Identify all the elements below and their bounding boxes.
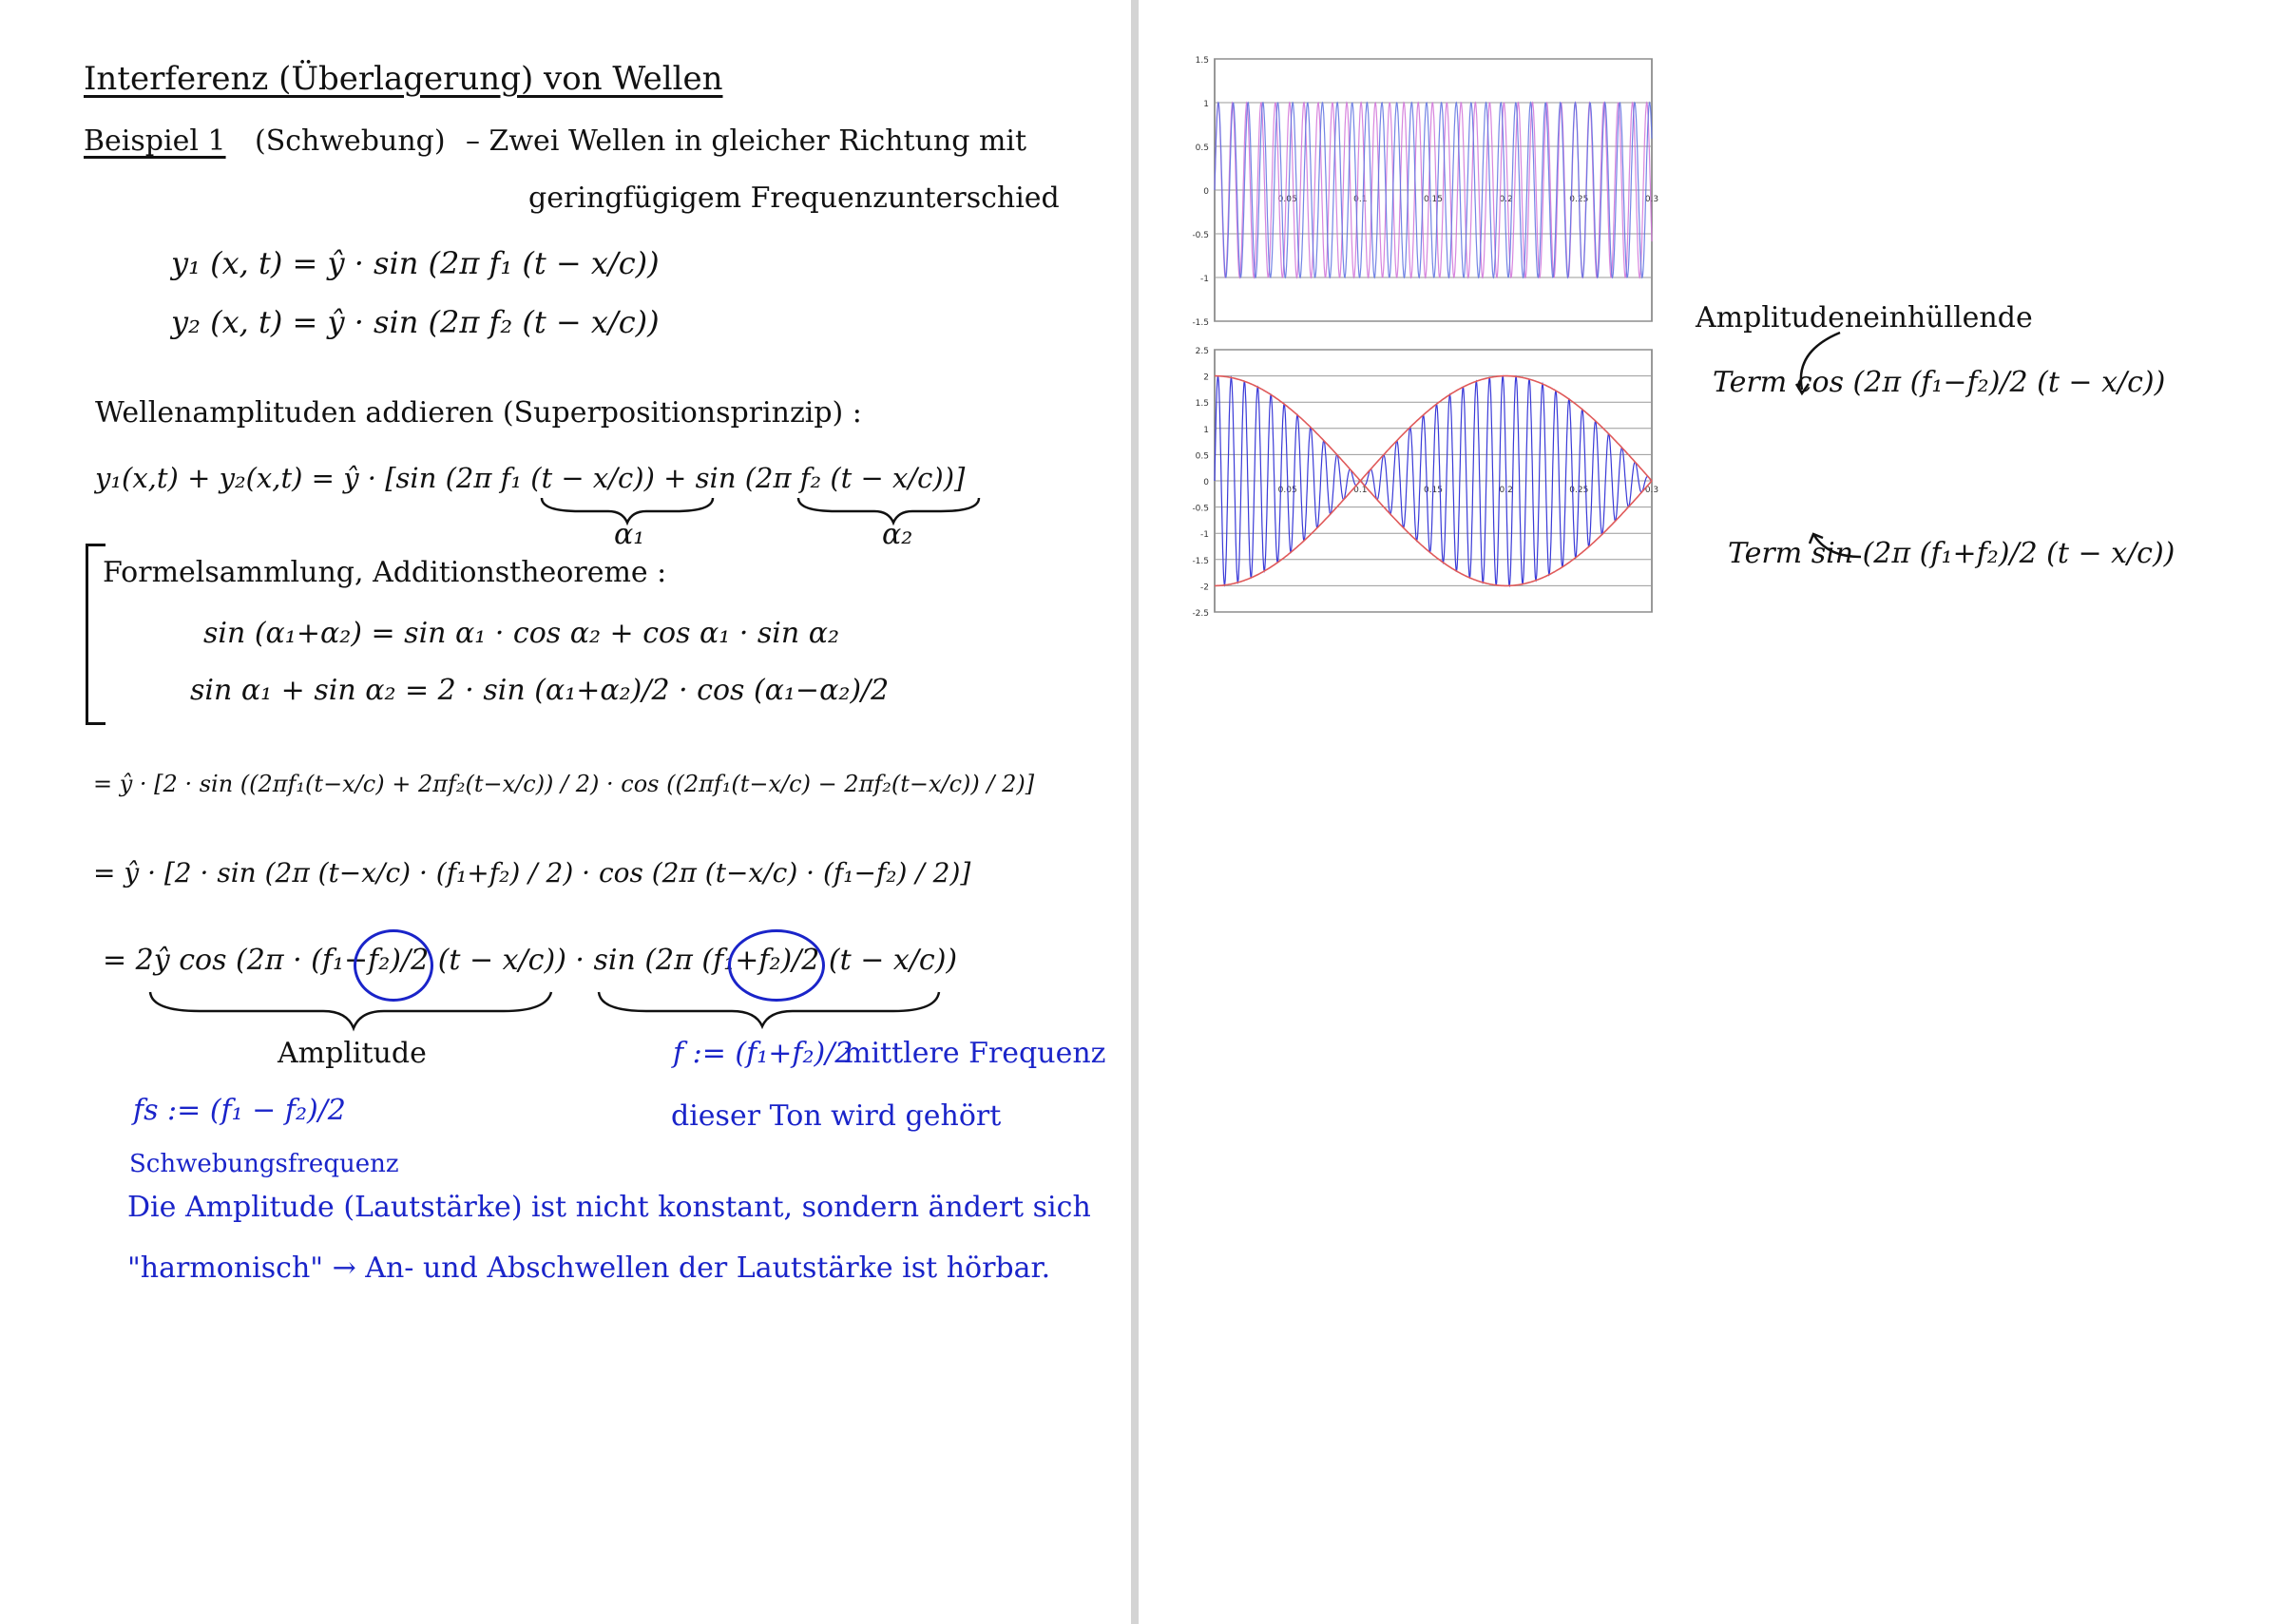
y-tick-label: 1 [1203,100,1209,109]
equation-sum: y₁(x,t) + y₂(x,t) = ŷ · [sin (2π f₁ (t − x/c)) + sin (2π f₂ (t − x/c))] [95,462,966,494]
example-sub: (Schwebung) [255,124,446,158]
mean-frequency-definition: f := (f₁+f₂)/2 [673,1037,853,1070]
y-tick-label: -1.5 [1192,318,1209,328]
notes-title: Interferenz (Überlagerung) von Wellen [84,60,723,98]
example-label: Beispiel 1 [84,124,226,158]
example-desc-2: geringfügigem Frequenzunterschied [528,182,1060,215]
alpha-1-label: α₁ [614,518,645,551]
example-desc-1: – Zwei Wellen in gleicher Richtung mit [466,124,1027,158]
x-tick-label: 0.05 [1277,486,1297,495]
envelope-term: Term cos (2π (f₁−f₂)/2 (t − x/c)) [1713,366,2166,399]
superposition-heading: Wellenamplituden addieren (Superpositionsprinzip) : [95,396,862,430]
notes-page [0,0,1131,1624]
formula-heading: Formelsammlung, Additionstheoreme : [103,556,667,589]
y-tick-label: -2.5 [1192,609,1209,619]
x-tick-label: 0.1 [1353,486,1368,495]
y-tick-label: -1 [1200,530,1209,541]
figures-page [1139,0,2281,1624]
x-tick-label: 0.3 [1644,486,1659,495]
envelope-label: Amplitudeneinhüllende [1696,301,2033,334]
x-tick-label: 0.3 [1644,195,1659,204]
amplitude-label: Amplitude [278,1037,427,1070]
page-divider [1131,0,1139,1624]
y-tick-label: -2 [1200,583,1209,593]
beat-frequency-definition: fs := (f₁ − f₂)/2 [133,1094,346,1127]
y-tick-label: 1.5 [1195,56,1209,66]
derivation-step-1: = ŷ · [2 · sin ((2πf₁(t−x/c) + 2πf₂(t−x/c)) / 2) · cos ((2πf₁(t−x/c) − 2πf₂(t−x/c)) / 2)] [93,771,1035,797]
y-tick-label: -1 [1200,275,1209,284]
formula-sum-to-product: sin α₁ + sin α₂ = 2 · sin (α₁+α₂)/2 · cos (α₁−α₂)/2 [190,674,890,707]
y-tick-label: 0 [1203,187,1209,197]
x-tick-label: 0.1 [1353,195,1368,204]
x-tick-label: 0.2 [1499,486,1513,495]
y-tick-label: 0.5 [1195,143,1209,153]
mean-frequency-name: mittlere Frequenz [844,1037,1106,1070]
y-tick-label: 1.5 [1195,399,1209,410]
y-tick-label: 2 [1203,373,1209,383]
x-tick-label: 0.05 [1277,195,1297,204]
y-tick-label: 0 [1203,478,1209,487]
beat-frequency-name: Schwebungsfrequenz [129,1150,399,1178]
y-tick-label: 2.5 [1195,347,1209,356]
result-braces [143,988,950,1036]
x-tick-label: 0.15 [1423,486,1444,495]
alpha-braces [532,494,988,532]
equation-y1: y₁ (x, t) = ŷ · sin (2π f₁ (t − x/c)) [171,245,660,281]
conclusion-line-2: "harmonisch" → An- und Abschwellen der Lautstärke ist hörbar. [127,1251,1051,1285]
x-tick-label: 0.25 [1569,486,1589,495]
y-tick-label: -1.5 [1192,556,1209,566]
x-tick-label: 0.2 [1499,195,1513,204]
y-tick-label: -0.5 [1192,231,1209,240]
derivation-step-2: = ŷ · [2 · sin (2π (t−x/c) · (f₁+f₂) / 2) · cos (2π (t−x/c) · (f₁−f₂) / 2)] [93,857,971,888]
derivation-step-3: = 2ŷ cos (2π · (f₁−f₂)/2 (t − x/c)) · sin (2π (f₁+f₂)/2 (t − x/c)) [103,944,958,977]
alpha-2-label: α₂ [882,518,913,551]
formula-addition-theorem: sin (α₁+α₂) = sin α₁ · cos α₂ + cos α₁ · sin α₂ [203,617,840,650]
x-tick-label: 0.15 [1423,195,1444,204]
equation-y2: y₂ (x, t) = ŷ · sin (2π f₂ (t − x/c)) [171,304,660,340]
y-tick-label: 1 [1203,425,1209,435]
x-tick-label: 0.25 [1569,195,1589,204]
y-tick-label: -0.5 [1192,504,1209,514]
carrier-term: Term sin (2π (f₁+f₂)/2 (t − x/c)) [1728,537,2176,570]
conclusion-line-1: Die Amplitude (Lautstärke) ist nicht konstant, sondern ändert sich [127,1191,1091,1224]
y-tick-label: 0.5 [1195,451,1209,462]
tone-heard-note: dieser Ton wird gehört [671,1099,1002,1133]
